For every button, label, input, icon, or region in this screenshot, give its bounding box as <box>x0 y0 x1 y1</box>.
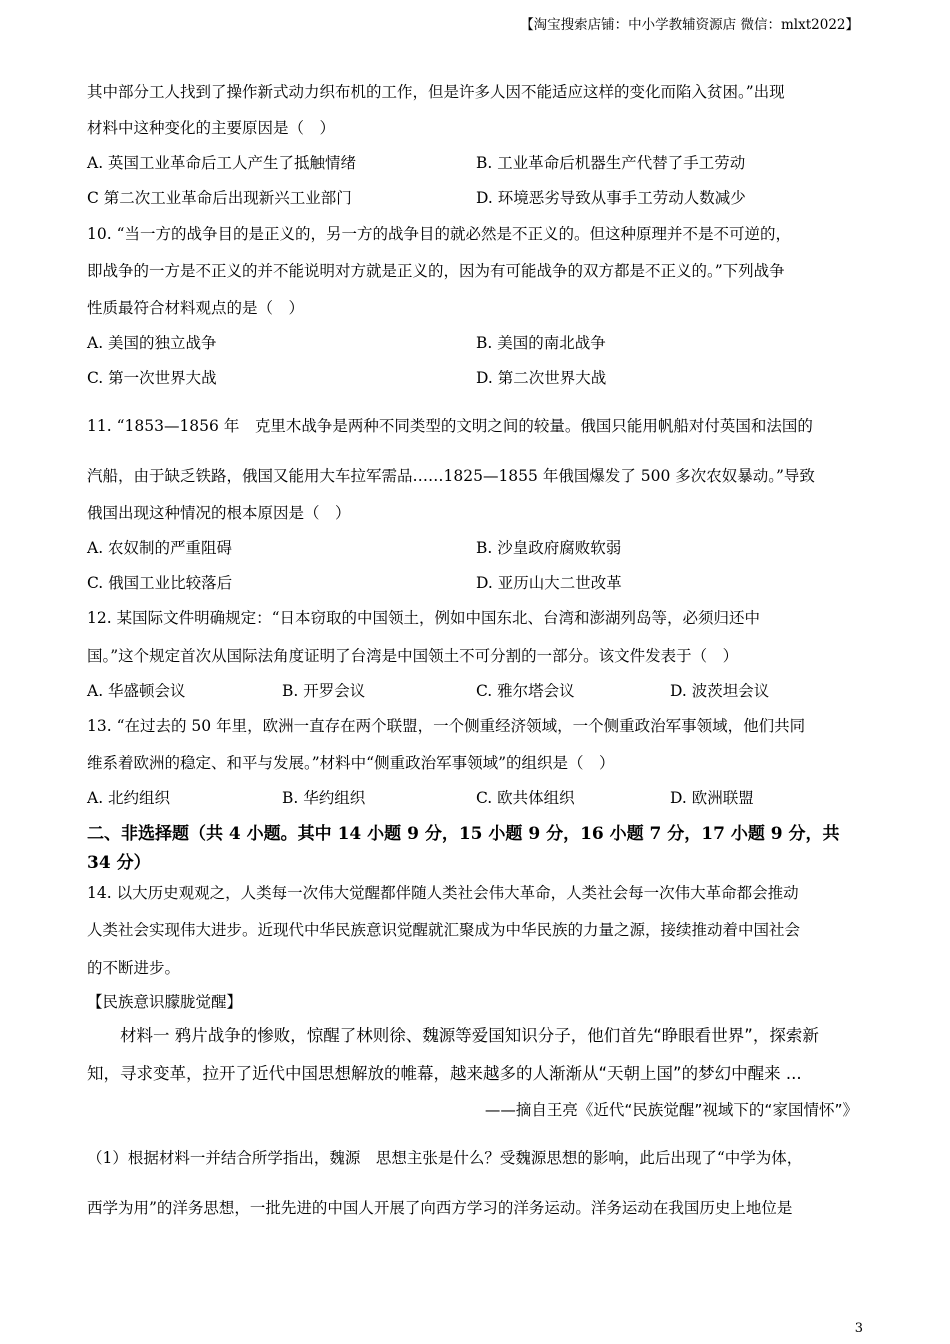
q9-option-c: C 第二次工业革命后出现新兴工业部门 <box>87 189 352 207</box>
q14-sub-question-1-line-2: 西学为用”的洋务思想，一批先进的中国人开展了向西方学习的洋务运动。洋务运动在我国历史上地位是 <box>87 1199 793 1217</box>
q10-option-d: D. 第二次世界大战 <box>476 369 607 387</box>
q9-stem-line-2: 材料中这种变化的主要原因是（ ） <box>87 119 336 137</box>
q13-stem-line-1: 13. “在过去的 50 年里，欧洲一直存在两个联盟，一个侧重经济领域，一个侧重政治军事领域，他们共同 <box>87 717 806 735</box>
q9-option-a: A. 英国工业革命后工人产生了抵触情绪 <box>87 154 357 172</box>
q9-stem-line-1: 其中部分工人找到了操作新式动力织布机的工作，但是许多人因不能适应这样的变化而陷入贫困。”出现 <box>87 83 785 101</box>
q14-intro-line-1: 14. 以大历史观观之，人类每一次伟大觉醒都伴随人类社会伟大革命，人类社会每一次伟大革命都会推动 <box>87 884 799 902</box>
q14-material-1-source: ——摘自王亮《近代“民族觉醒”视域下的“家国情怀”》 <box>484 1101 858 1119</box>
q12-stem-line-2: 国。”这个规定首次从国际法角度证明了台湾是中国领土不可分割的一部分。该文件发表于（ ） <box>87 647 739 665</box>
q12-option-c: C. 雅尔塔会议 <box>476 682 575 700</box>
q11-option-c: C. 俄国工业比较落后 <box>87 574 233 592</box>
q13-stem-line-2: 维系着欧洲的稳定、和平与发展。”材料中“侧重政治军事领域”的组织是（ ） <box>87 754 615 772</box>
q14-material-1-line-2: 知，寻求变革，拉开了近代中国思想解放的帷幕，越来越多的人渐渐从“天朝上国”的梦幻中醒来 ... <box>87 1064 802 1083</box>
q11-option-d: D. 亚历山大二世改革 <box>476 574 622 592</box>
q11-option-b: B. 沙皇政府腐败软弱 <box>476 539 622 557</box>
q10-option-b: B. 美国的南北战争 <box>476 334 606 352</box>
q14-intro-line-3: 的不断进步。 <box>87 959 181 977</box>
q13-option-d: D. 欧洲联盟 <box>670 789 754 807</box>
q13-option-a: A. 北约组织 <box>87 789 171 807</box>
page-number: 3 <box>854 1321 863 1336</box>
q14-material-1-line-1: 材料一 鸦片战争的惨败，惊醒了林则徐、魏源等爱国知识分子，他们首先“睁眼看世界”，探索新 <box>120 1026 819 1045</box>
q12-option-b: B. 开罗会议 <box>282 682 366 700</box>
q13-option-c: C. 欧共体组织 <box>476 789 575 807</box>
q14-intro-line-2: 人类社会实现伟大进步。近现代中华民族意识觉醒就汇聚成为中华民族的力量之源，接续推动着中国社会 <box>87 921 801 939</box>
section-2-heading-line-1: 二、非选择题（共 4 小题。其中 14 小题 9 分，15 小题 9 分，16 小题 7 分，17 小题 9 分，共 <box>87 824 840 844</box>
q10-stem-line-1: 10. “当一方的战争目的是正义的，另一方的战争目的就必然是不正义的。但这种原理并不是不可逆的， <box>87 225 792 243</box>
q14-sub-question-1-line-1: （1）根据材料一并结合所学指出，魏源 思想主张是什么？受魏源思想的影响，此后出现了“中学为体， <box>87 1149 803 1167</box>
q9-option-d: D. 环境恶劣导致从事手工劳动人数减少 <box>476 189 746 207</box>
q12-option-d: D. 波茨坦会议 <box>670 682 770 700</box>
q9-option-b: B. 工业革命后机器生产代替了手工劳动 <box>476 154 746 172</box>
q10-option-a: A. 美国的独立战争 <box>87 334 217 352</box>
q11-stem-line-3: 俄国出现这种情况的根本原因是（ ） <box>87 504 351 522</box>
q10-option-c: C. 第一次世界大战 <box>87 369 217 387</box>
q11-option-a: A. 农奴制的严重阻碍 <box>87 539 233 557</box>
q10-stem-line-3: 性质最符合材料观点的是（ ） <box>87 299 305 317</box>
q11-stem-line-2: 汽船，由于缺乏铁路，俄国又能用大车拉军需品……1825—1855 年俄国爆发了 500 多次农奴暴动。”导致 <box>87 467 815 485</box>
q14-subtitle: 【民族意识朦胧觉醒】 <box>87 993 243 1011</box>
q12-option-a: A. 华盛顿会议 <box>87 682 186 700</box>
page-header: 【淘宝搜索店铺：中小学教辅资源店 微信：mlxt2022】 <box>520 17 859 33</box>
section-2-heading-line-2: 34 分） <box>87 853 151 873</box>
q12-stem-line-1: 12. 某国际文件明确规定：“日本窃取的中国领土，例如中国东北、台湾和澎湖列岛等，必须归还中 <box>87 609 761 627</box>
q10-stem-line-2: 即战争的一方是不正义的并不能说明对方就是正义的，因为有可能战争的双方都是不正义的。”下列战争 <box>87 262 785 280</box>
q11-stem-line-1: 11. “1853—1856 年 克里木战争是两种不同类型的文明之间的较量。俄国只能用帆船对付英国和法国的 <box>87 417 813 435</box>
q13-option-b: B. 华约组织 <box>282 789 366 807</box>
